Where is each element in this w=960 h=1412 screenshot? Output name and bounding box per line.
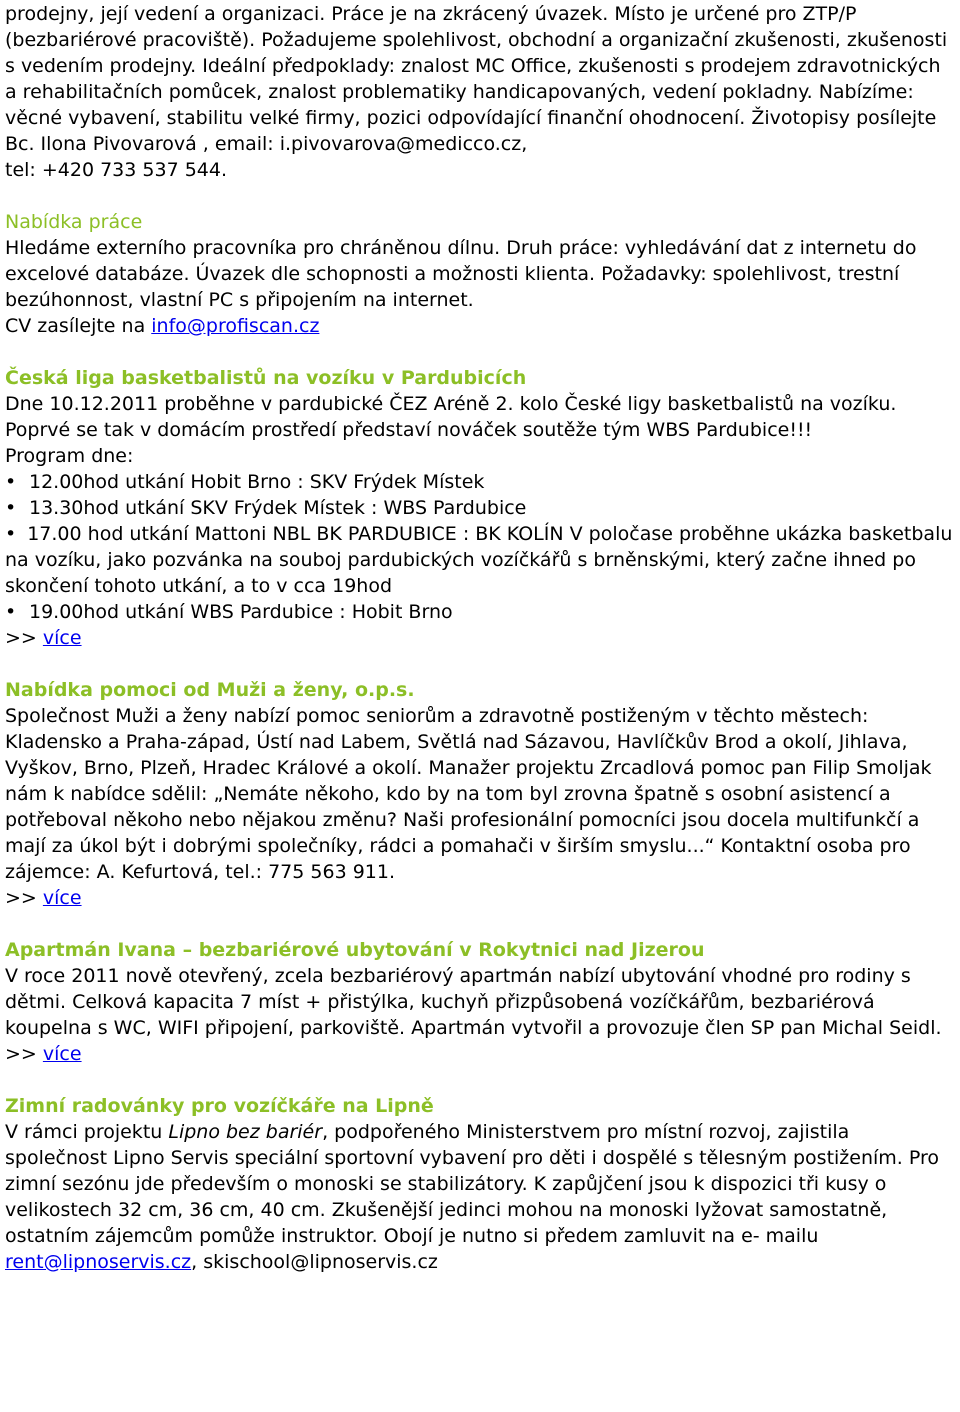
winter-text-body: , podpořeného Ministerstvem pro místní rozvoj, zajistila společnost Lipno Servis speciální sportovní vybavení pro děti i dospělé s tělesným postižením. Pro zimní sezónu jde především o monoski se stabilizátory. K zapůjčení jsou k dispozici tři kusy o velikostech 32 cm, 36 cm, 40 cm. Zkušenější jedinci mohou na monoski lyžovat samostatně, ostatním zájemcům pomůže instruktor. Obojí je nutno si předem zamluvit na e- mailu — [5, 1121, 940, 1247]
winter-text — [5, 1119, 956, 1275]
list-item — [5, 599, 956, 625]
basketball-section — [5, 365, 956, 651]
apartment-section — [5, 937, 956, 1067]
help-more-link[interactable]: více — [42, 887, 82, 909]
help-section — [5, 677, 956, 911]
document-page — [0, 1, 960, 1275]
winter-email-plain: skischool@lipnoservis.cz — [203, 1251, 438, 1273]
intro-phone: tel: +420 733 537 544. — [5, 159, 227, 181]
job-offer-section — [5, 209, 956, 339]
job-cv-label: CV zasílejte na — [5, 315, 152, 337]
bullet-icon: • — [5, 601, 17, 623]
intro-text: prodejny, její vedení a organizaci. Práce je na zkrácený úvazek. Místo je určené pro ZTP/P (bezbariérové pracoviště). Požadujeme spolehlivost, obchodní a organizační zkušenosti, zkušenosti s vedením prodejny. Ideální předpoklady: znalost MC Office, zkušenosti s prodejem zdravotnických a rehabilitačních pomůcek, znalost problematiky handicapovaných, vedení pokladny. Nabízíme: věcné vybavení, stabilitu velké firmy, pozici odpovídající finanční ohodnocení. Životopisy posílejte Bc. Ilona Pivovarová , email: i.pivovarova@medicco.cz, — [5, 3, 948, 155]
basketball-more — [5, 625, 956, 651]
job-offer-text — [5, 235, 956, 339]
program-item-text: 13.30hod utkání SKV Frýdek Místek : WBS Pardubice — [29, 497, 527, 519]
list-item — [5, 521, 956, 599]
program-list — [5, 469, 956, 625]
apartment-more-link[interactable]: více — [42, 1043, 82, 1065]
list-item — [5, 495, 956, 521]
winter-email-separator: , — [191, 1251, 204, 1273]
program-item-text: 19.00hod utkání WBS Pardubice : Hobit Brno — [29, 601, 453, 623]
program-item-text: 17.00 hod utkání Mattoni NBL BK PARDUBICE : BK KOLÍN V poločase proběhne ukázka basketbalu na vozíku, jako pozvánka na souboj pardubických vozíčkářů s brněnskými, který začne ihned po skončení tohoto utkání, a to v cca 19hod — [5, 523, 953, 597]
help-heading: Nabídka pomoci od Muži a ženy, o.p.s. — [5, 679, 415, 701]
apartment-text: V roce 2011 nově otevřený, zcela bezbariérový apartmán nabízí ubytování vhodné pro rodiny s dětmi. Celková kapacita 7 míst + přistýlka, kuchyň přizpůsobená vozíčkářům, bezbariérová koupelna s WC, WIFI připojení, parkoviště. Apartmán vytvořil a provozuje člen SP pan Michal Seidl. — [5, 965, 942, 1039]
bullet-icon: • — [5, 497, 17, 519]
job-offer-heading: Nabídka práce — [5, 211, 143, 233]
bullet-icon: • — [5, 471, 17, 493]
basketball-more-link[interactable]: více — [42, 627, 82, 649]
bullet-icon: • — [5, 523, 17, 545]
winter-text-start: V rámci projektu — [5, 1121, 169, 1143]
basketball-text: Dne 10.12.2011 proběhne v pardubické ČEZ Aréně 2. kolo České ligy basketbalistů na vozíku. Poprvé se tak v domácím prostředí představí nováček soutěže tým WBS Pardubice!!! — [5, 393, 897, 441]
job-cv-email-link[interactable]: info@profiscan.cz — [151, 315, 320, 337]
job-offer-body: Hledáme externího pracovníka pro chráněnou dílnu. Druh práce: vyhledávání dat z internetu do excelové databáze. Úvazek dle schopnosti a možnosti klienta. Požadavky: spolehlivost, trestní bezúhonnost, vlastní PC s připojením na internet. — [5, 237, 917, 311]
winter-project-name: Lipno bez bariér — [168, 1121, 323, 1143]
intro-paragraph — [5, 1, 956, 183]
winter-email-link[interactable]: rent@lipnoservis.cz — [5, 1251, 192, 1273]
help-text: Společnost Muži a ženy nabízí pomoc seniorům a zdravotně postiženým v těchto městech: Kladensko a Praha-západ, Ústí nad Labem, Světlá nad Sázavou, Havlíčkův Brod a okolí, Jihlava, Vyškov, Brno, Plzeň, Hradec Králové a okolí. Manažer projektu Zrcadlová pomoc pan Filip Smoljak nám k nabídce sdělil: „Nemáte někoho, kdo by na tom byl zrovna špatně s osobní asistencí a potřeboval někoho nebo nějakou změnu? Naši profesionální pomocníci jsou docela multifunkčí a mají za úkol být i dobrými společníky, rádci a pomahači v širším smyslu...“ Kontaktní osoba pro zájemce: A. Kefurtová, tel.: 775 563 911. — [5, 705, 932, 883]
apartment-heading: Apartmán Ivana – bezbariérové ubytování v Rokytnici nad Jizerou — [5, 939, 705, 961]
program-label: Program dne: — [5, 445, 134, 467]
apartment-more — [5, 1041, 956, 1067]
more-prefix: >> — [5, 1043, 43, 1065]
winter-heading: Zimní radovánky pro vozíčkáře na Lipně — [5, 1095, 434, 1117]
program-item-text: 12.00hod utkání Hobit Brno : SKV Frýdek Místek — [29, 471, 485, 493]
basketball-heading: Česká liga basketbalistů na vozíku v Pardubicích — [5, 367, 527, 389]
winter-section — [5, 1093, 956, 1275]
more-prefix: >> — [5, 887, 43, 909]
help-more — [5, 885, 956, 911]
more-prefix: >> — [5, 627, 43, 649]
list-item — [5, 469, 956, 495]
